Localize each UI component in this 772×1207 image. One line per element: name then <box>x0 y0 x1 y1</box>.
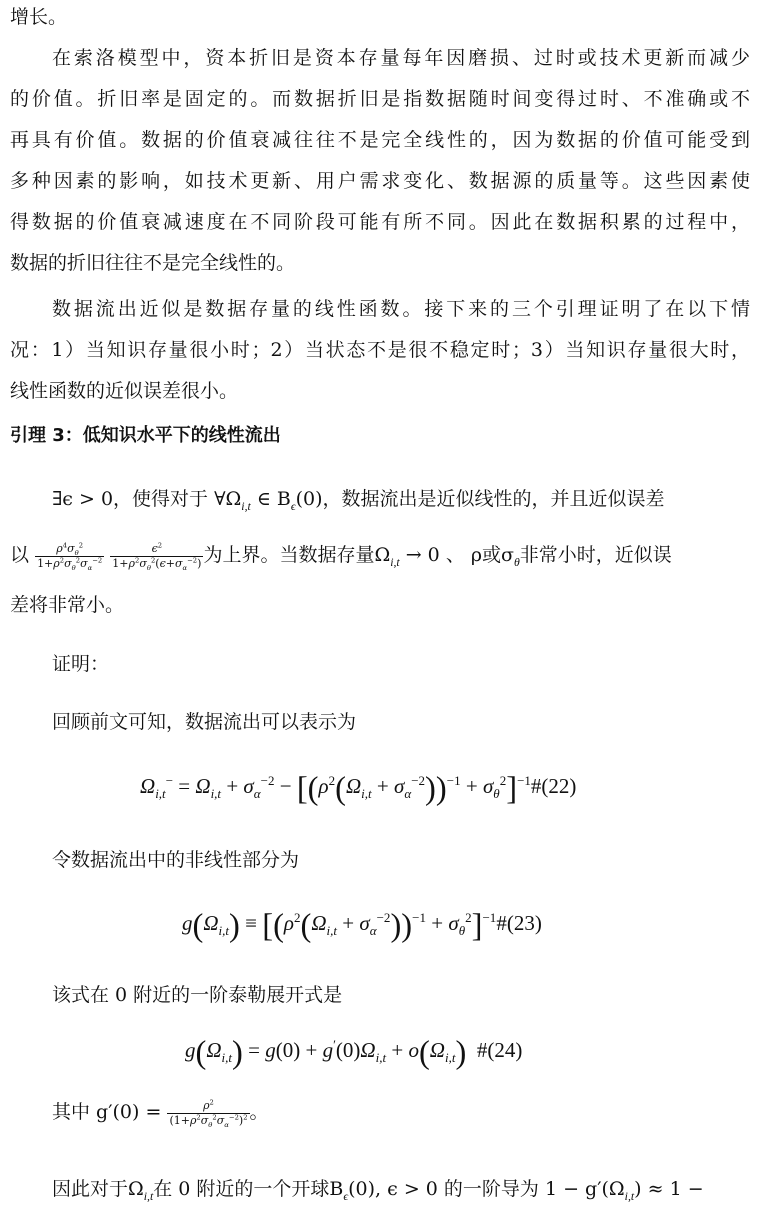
equation-tag: #(22) <box>530 774 577 798</box>
paragraph-line: 数据的折旧往往不是完全线性的。 <box>10 252 296 274</box>
error-bound-fraction: $\frac{\rho^4\sigma_\theta^2}{1+\rho^2\sigma_\theta^2\sigma_\alpha^{-2}}$ <box>37 540 103 572</box>
paragraph-line: 在索洛模型中，资本折旧是资本存量每年因磨损、过时或技术更新而减少 <box>52 47 750 69</box>
paragraph-line: 线性函数的近似误差很小。 <box>10 380 239 402</box>
paragraph-line: 况：1）当知识存量很小时；2）当状态不是很不稳定时；3）当知识存量很大时， <box>10 339 750 361</box>
equation-22: $\Omega_{i,t}^- = \Omega_{i,t} + \sigma_\alpha^{-2} - [(\rho^2(\Omega_{i,t} + \sigma_\alpha^{-2}))^{-1}$ + $\sigma_\theta^2]^{-1}\#(22)$ <box>140 770 577 807</box>
proof-text: 其中 g′(0) = $\frac{\rho^2}{(1+\rho^2\sigma_\theta^2\sigma_\alpha^{-2})^2}$ 。 <box>52 1097 269 1129</box>
equation-tag: #(23) <box>496 911 542 935</box>
paragraph-line: 得数据的价值衰减速度在不同阶段可能有所不同。因此在数据积累的过程中， <box>10 211 750 233</box>
lemma-text: → 0 、 ρ或σ <box>399 544 514 566</box>
lemma-text: 非常小时，近似误 <box>519 544 672 566</box>
equation-tag: #(24) <box>476 1038 523 1062</box>
proof-text-where: 其中 g′(0) = <box>52 1101 162 1123</box>
paragraph-line: 数据流出近似是数据存量的线性函数。接下来的三个引理证明了在以下情 <box>52 298 750 320</box>
paragraph-line: 的价值。折旧率是固定的。而数据折旧是指数据随时间变得过时、不准确或不 <box>10 88 750 110</box>
equation-23: $g(\Omega_{i,t}) \equiv [(\rho^2(\Omega_{i,t} + \sigma_\alpha^{-2}))^{-1}$ + $\sigma_\theta^2]^{-1}\#(23)$ <box>182 907 542 944</box>
lemma-text: (0)，数据流出是近似线性的，并且近似误差 <box>295 488 665 510</box>
equation-24: $g(\Omega_{i,t}) = g(0) + g'(0)\Omega_{i,t} + o(\Omega_{i,t})$ #(24) <box>185 1034 523 1071</box>
proof-text: 因此对于$\Omega_{i,t}$在 0 附近的一个开球$B_\epsilon(0)$, ϵ > 0 的一阶导为 $1 - g'(\Omega_{i,t}) \approx 1$ − <box>52 1178 704 1203</box>
error-bound-fraction: $\frac{\epsilon^2}{1+\rho^2\sigma_\theta^2(\epsilon+\sigma_\alpha^{-2})}$ <box>112 540 202 572</box>
proof-text: 该式在 0 附近的一阶泰勒展开式是 <box>52 984 343 1006</box>
proof-text-hence: 在 0 附近的一个开球B <box>153 1178 344 1200</box>
lemma-text: ∃ϵ > 0，使得对于 ∀Ω <box>52 488 242 510</box>
lemma-text: 以 <box>10 544 30 566</box>
proof-text-hence: (0), ϵ > 0 的一阶导为 1 − g′(Ω <box>348 1178 625 1200</box>
paragraph-line: 多种因素的影响，如技术更新、用户需求变化、数据源的质量等。这些因素使 <box>10 170 750 192</box>
lemma-statement-line: 差将非常小。 <box>10 594 125 616</box>
proof-text: 令数据流出中的非线性部分为 <box>52 849 300 871</box>
lemma-text: 为上界。当数据存量Ω <box>203 544 391 566</box>
proof-label: 证明： <box>52 653 110 675</box>
derivative-fraction: $\frac{\rho^2}{(1+\rho^2\sigma_\theta^2\sigma_\alpha^{-2})^2}$ <box>169 1097 248 1129</box>
lemma-text: ∈ B <box>250 488 291 510</box>
proof-text: 回顾前文可知，数据流出可以表示为 <box>52 711 357 733</box>
lemma-statement-line: ∃ϵ > 0，使得对于 $\forall\Omega_{i,t}$ ∈ $B_\epsilon(0)$，数据流出是近似线性的，并且近似误差 <box>52 488 665 513</box>
proof-text-hence: ) ≈ 1 − <box>634 1178 704 1200</box>
paragraph-line: 再具有价值。数据的价值衰减往往不是完全线性的，因为数据的价值可能受到 <box>10 129 750 151</box>
lemma-statement-line: 以 $\frac{\rho^4\sigma_\theta^2}{1+\rho^2\sigma_\theta^2\sigma_\alpha^{-2}}$ $\frac{\epsilon^2}{1+\rho^2\sigma_\theta^2(\epsilon+\sigma_\alpha^{-2})}$ 为上界。当数据存量$\Omega_{i,t} \to 0$ 、 ρ或$\sigma_\theta$非常小时，近似误 <box>10 540 672 572</box>
paragraph-fragment: 增长。 <box>10 6 68 28</box>
lemma-heading: 引理 3：低知识水平下的线性流出 <box>10 425 281 446</box>
proof-text-hence: 因此对于Ω <box>52 1178 144 1200</box>
